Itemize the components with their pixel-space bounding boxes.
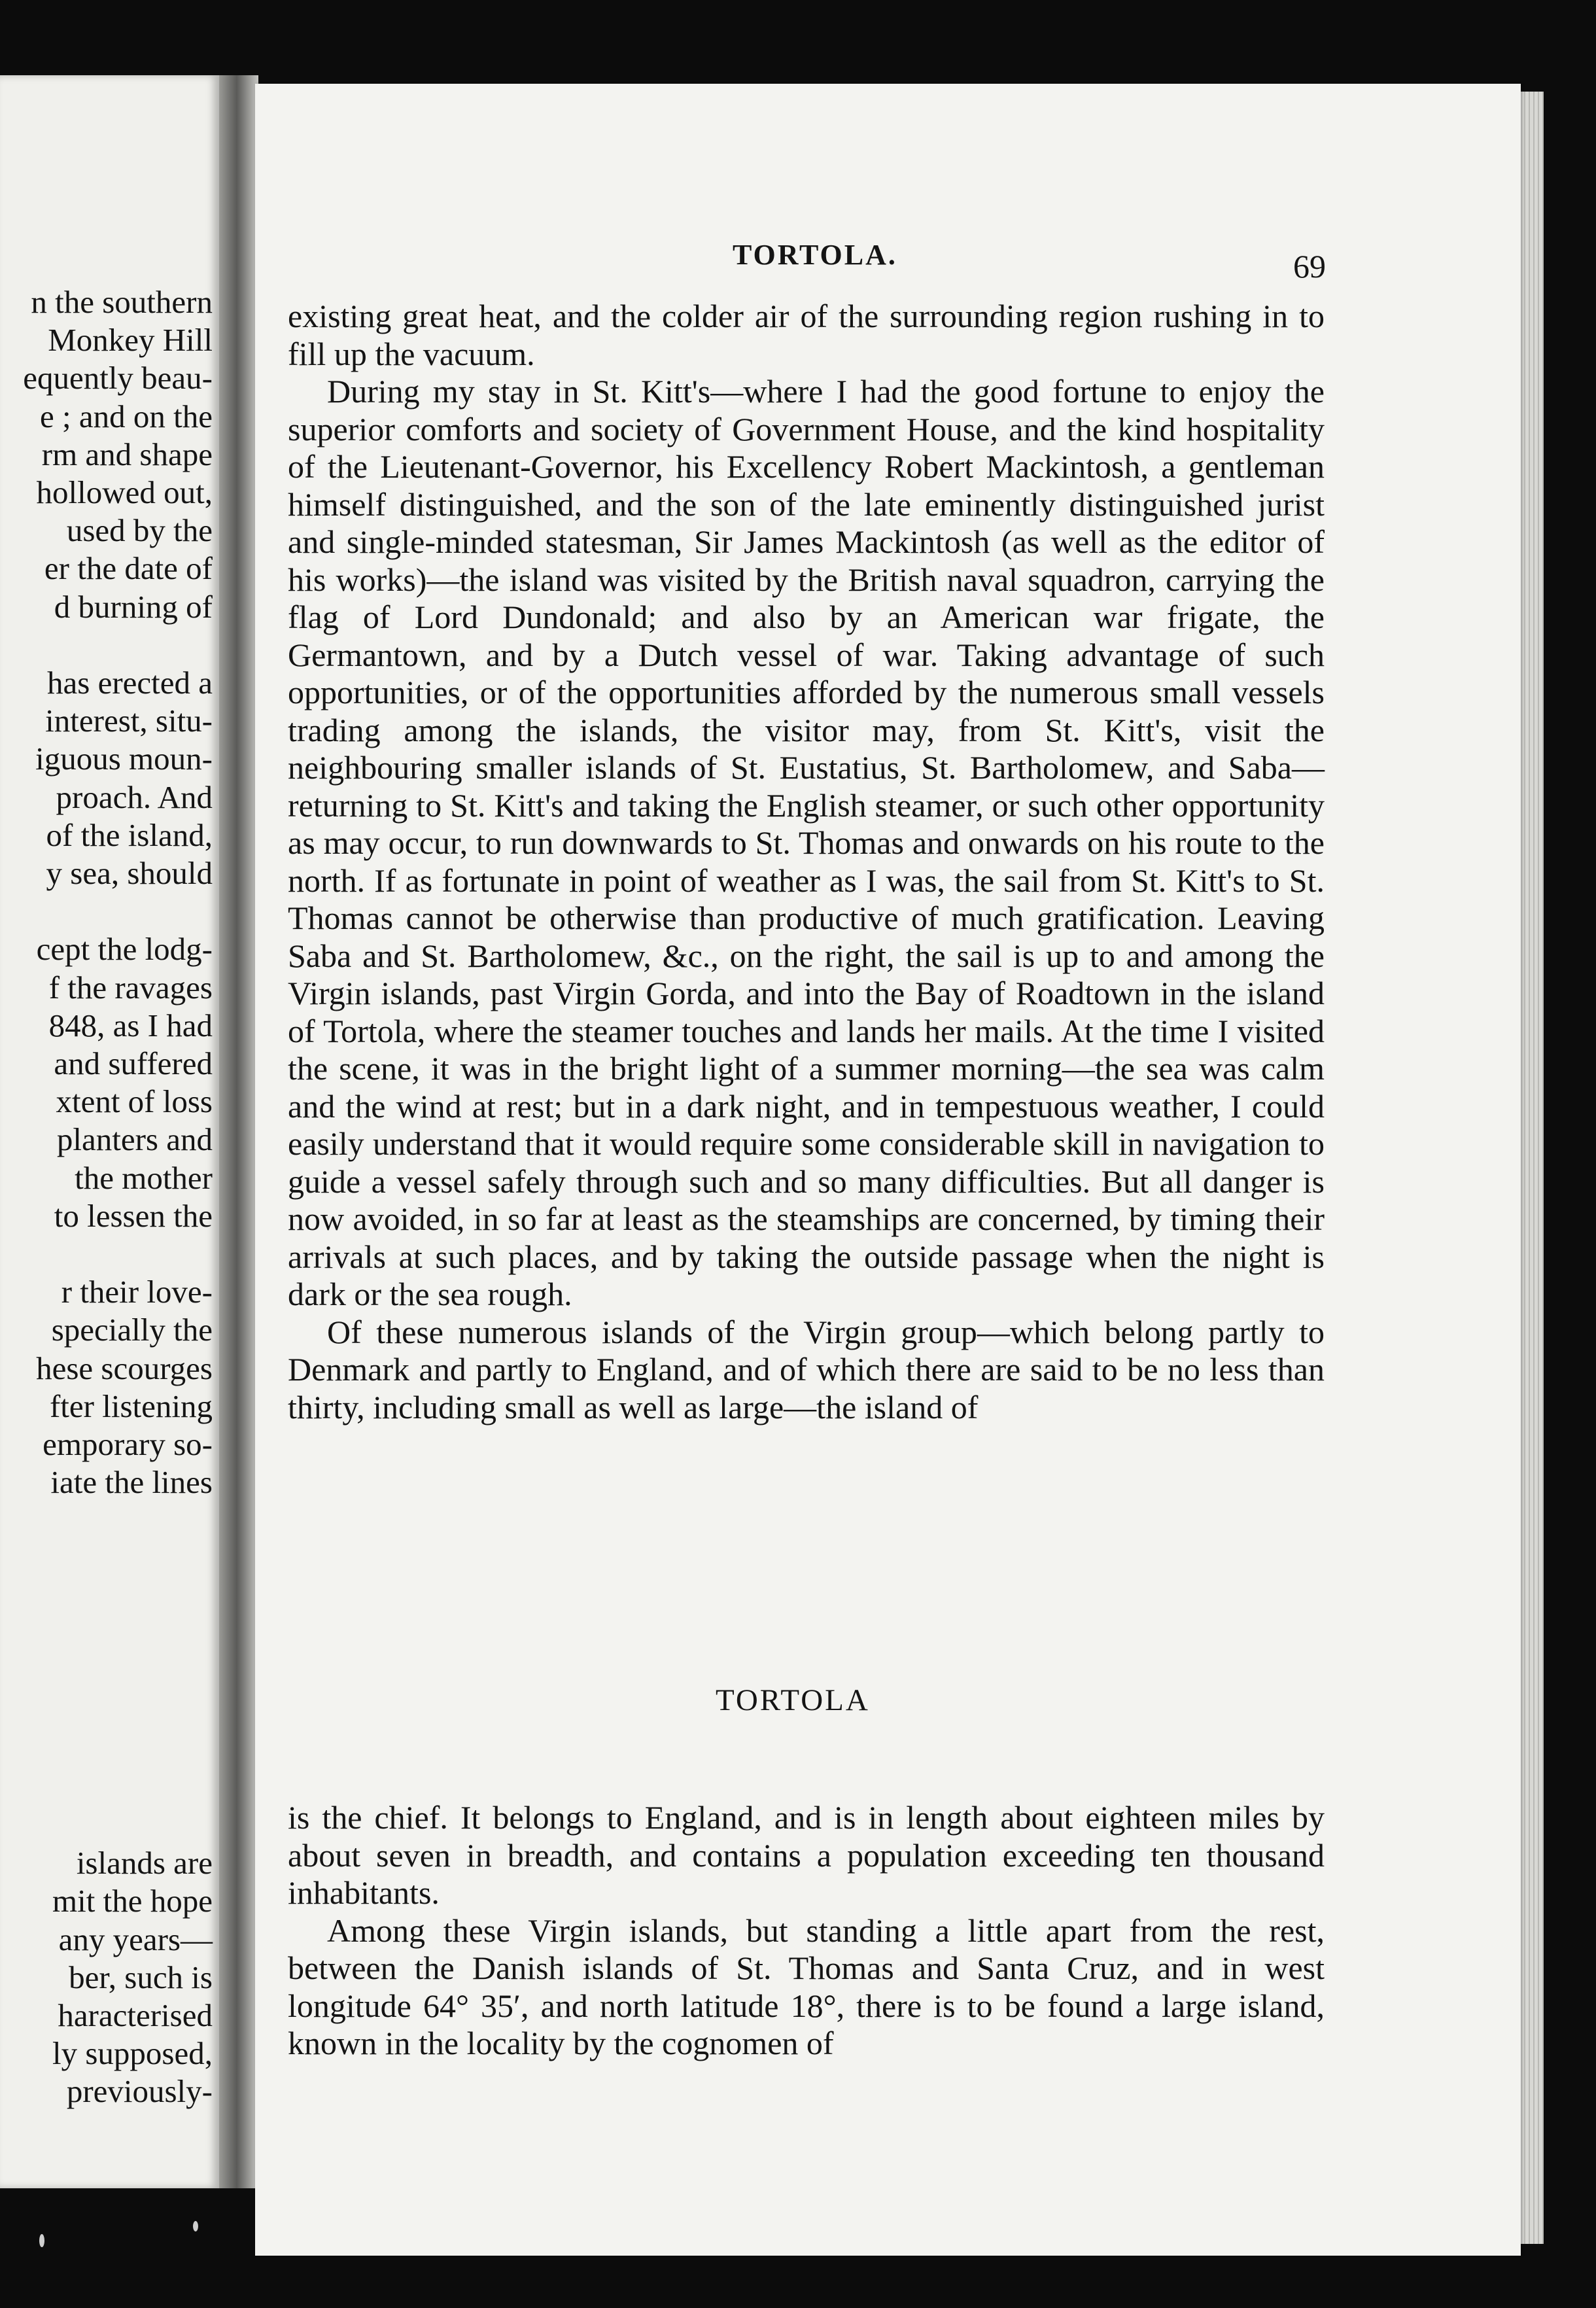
left-page-line: planters and — [56, 1121, 213, 1158]
paper-speck — [193, 2221, 198, 2231]
left-page-line: n the southern — [31, 284, 213, 320]
left-page-line: previously- — [66, 2073, 213, 2110]
left-page-line: equently beau- — [23, 360, 213, 396]
left-page-line: iguous moun- — [35, 741, 213, 777]
left-page-line: ly supposed, — [52, 2035, 213, 2072]
paragraph: Among these Virgin islands, but standing a little apart from the rest, between the Danish islands of St. Thomas and Santa Cruz, and in west longitude 64° 35′, and north latitude 18°, there is to be found a large island, known in the locality by the cognomen of — [288, 1912, 1325, 2061]
paper-speck — [39, 2234, 44, 2247]
left-page-line: fter listening — [49, 1388, 213, 1424]
left-page-line: iate the lines — [50, 1464, 213, 1501]
left-page-line: has erected a — [47, 665, 213, 701]
left-page-line: r their love- — [61, 1274, 213, 1310]
left-page-line: interest, situ- — [45, 703, 213, 739]
left-page-line: haracterised — [58, 1997, 213, 2033]
left-page-line: islands are — [76, 1845, 213, 1881]
left-page-line: xtent of loss — [56, 1083, 213, 1120]
left-page-line: e ; and on the — [40, 398, 213, 434]
book-gutter — [219, 75, 258, 2188]
left-page-line: hollowed out, — [36, 474, 213, 510]
left-page-line: Monkey Hill — [48, 322, 213, 358]
section-heading: TORTOLA — [716, 1683, 870, 1717]
left-page-line: and suffered — [54, 1045, 213, 1081]
paragraph: During my stay in St. Kitt's—where I had the good fortune to enjoy the superior comforts and society of Government House, and the kind hospitality of the Lieutenant-Governor, his Excellency Robert Mackintosh, a gentleman himself distinguished, and the son of the late eminently distinguished jurist and single-minded statesman, Sir James Mackintosh (as well as the editor of his works)—the island was visited by the British naval squadron, carrying the flag of Lord Dundonald; and also by an American war frigate, the Germantown, and by a Dutch vessel of war. Taking advantage of such opportunities, or of the opportunities afforded by the numerous small vessels trading among the islands, the visitor may, from St. Kitt's, visit the neighbouring smaller islands of St. Eustatius, St. Bartholomew, and Saba—returning to St. Kitt's and taking the English steamer, or such other opportunity as may occur, to run downwards to St. Thomas and onwards on his route to the north. If as fortunate in point of weather as I was, the sail from St. Kitt's to St. Thomas cannot be otherwise than productive of much gratification. Leaving Saba and St. Bartholomew, &c., on the right, the sail is up to and among the Virgin islands, past Virgin Gorda, and into the Bay of Roadtown in the island of Tortola, where the steamer touches and lands her mails. At the time I visited the scene, it was in the bright light of a summer morning—the sea was calm and the wind at rest; but in a dark night, and in tempestuous weather, I could easily understand that it would require some considerable skill in navigation to guide a vessel safely through such and so many difficulties. But all danger is now avoided, in so far at least as the steamships are concerned, by timing their arrivals at such places, and by taking the outside passage when the night is dark or the sea rough. — [288, 373, 1325, 1312]
left-page-line: rm and shape — [41, 436, 213, 472]
paragraph: existing great heat, and the colder air of the surrounding region rushing in to fill up the vacuum. — [288, 298, 1325, 372]
left-page-line: 848, as I had — [48, 1007, 213, 1043]
left-page-line: ber, such is — [69, 1959, 213, 1995]
left-page-line: er the date of — [44, 550, 213, 587]
body-text-lower — [288, 1799, 1325, 2063]
paragraph: is the chief. It belongs to England, and is in length about eighteen miles by about seven in breadth, and contains a population exceeding ten thousand inhabitants. — [288, 1799, 1325, 1911]
left-page-line: f the ravages — [48, 969, 213, 1005]
page-number: 69 — [1293, 248, 1326, 285]
left-page — [0, 75, 219, 2188]
paragraph: Of these numerous islands of the Virgin group—which belong partly to Denmark and partly to England, and of which there are said to be no less than thirty, including small as well as large—the island of — [288, 1313, 1325, 1425]
left-page-line: emporary so- — [43, 1426, 213, 1462]
left-page-line: used by the — [66, 512, 213, 549]
left-page-line: cept the lodg- — [36, 931, 213, 968]
left-page-line: any years— — [58, 1921, 213, 1957]
left-page-line: mit the hope — [52, 1883, 213, 1919]
body-text-upper — [288, 298, 1325, 1426]
left-page-line: proach. And — [56, 778, 213, 815]
left-page-line: of the island, — [46, 816, 213, 853]
left-page-line: to lessen the — [54, 1197, 213, 1234]
left-page-line: the mother — [75, 1159, 213, 1196]
running-head: TORTOLA. — [733, 239, 897, 271]
left-page-line: y sea, should — [46, 855, 213, 891]
left-page-line: specially the — [51, 1312, 213, 1348]
left-page-line: d burning of — [54, 588, 213, 625]
left-page-line: hese scourges — [36, 1350, 213, 1386]
